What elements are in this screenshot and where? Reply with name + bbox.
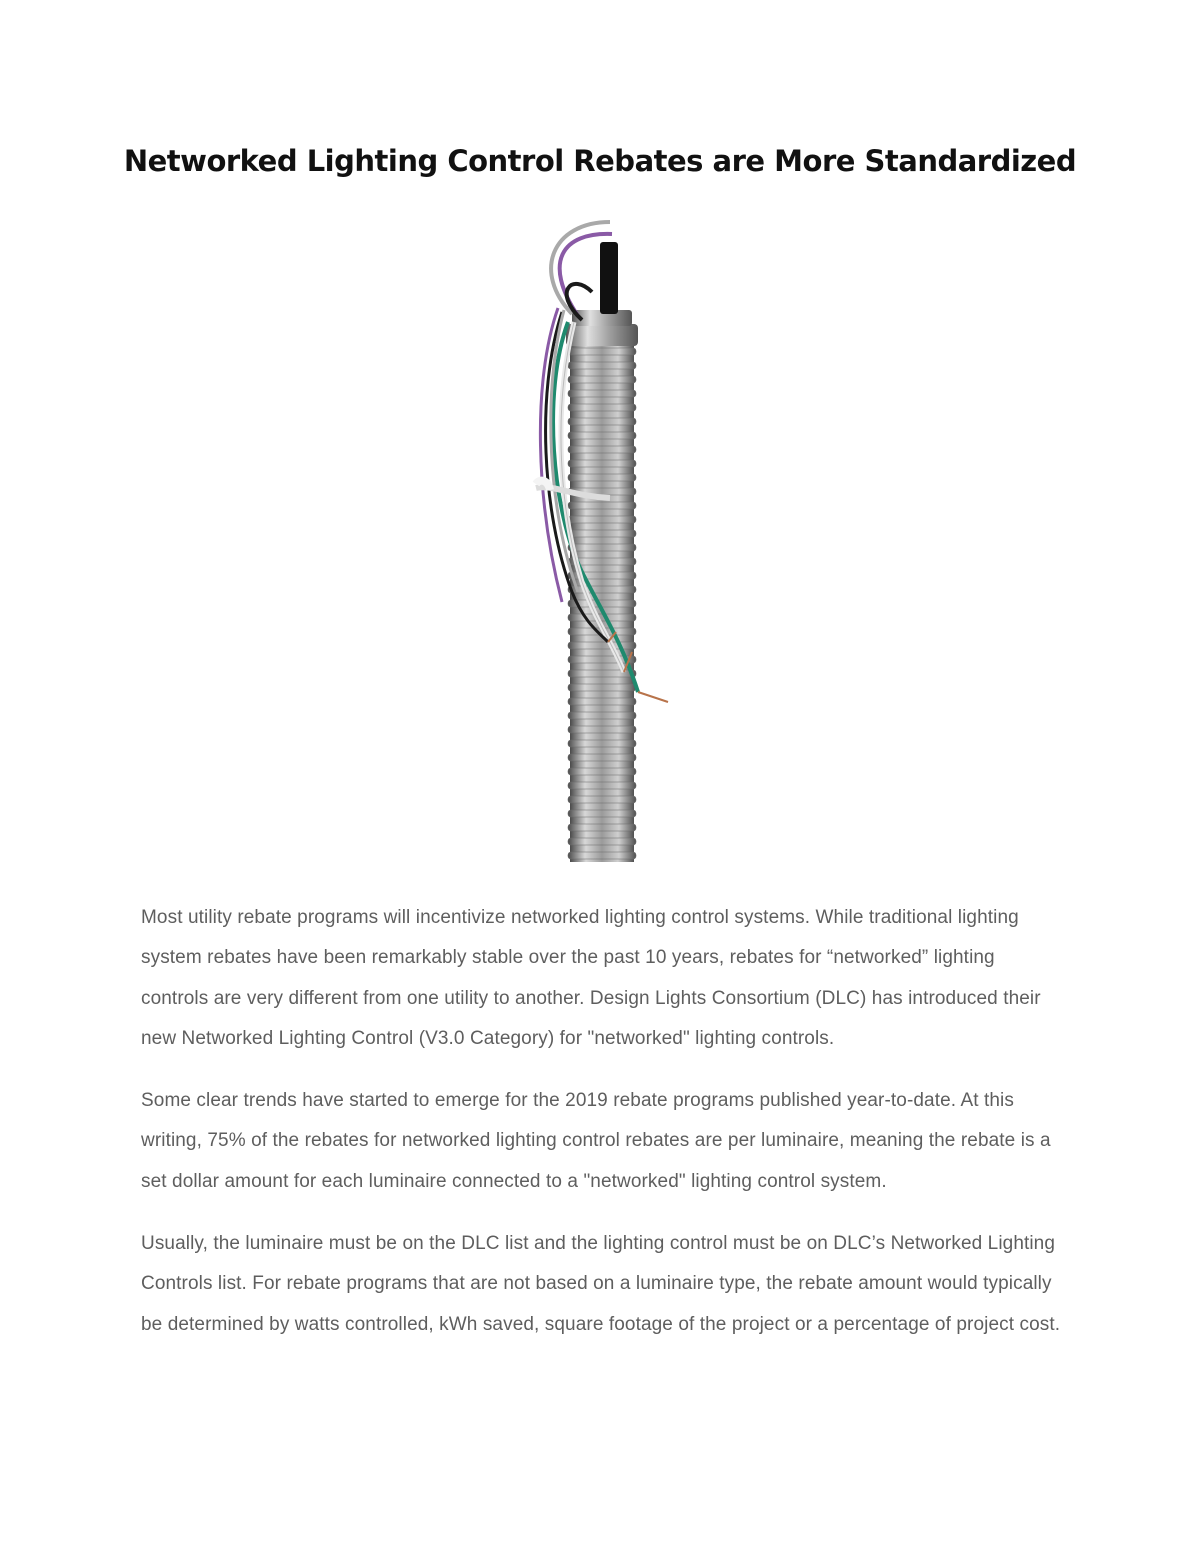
armored-cable-with-wires-icon <box>512 212 688 864</box>
paragraph-2: Some clear trends have started to emerge for the 2019 rebate programs published year-to-date. At this writing, 75% of the rebates for networked lighting control rebates are per luminaire, meaning the rebate is a set dollar amount for each luminaire connected to a "networked" lighting control system. <box>141 1090 1051 1192</box>
paragraph-3: Usually, the luminaire must be on the DLC list and the lighting control must be on DLC’s Networked Lighting Controls list. For rebate programs that are not based on a luminaire type, the rebate amount would typically be determined by watts controlled, kWh saved, square footage of the project or a percentage of project cost. <box>141 1233 1061 1335</box>
conduit-rib <box>568 614 636 621</box>
paragraph-1: Most utility rebate programs will incentivize networked lighting control systems. While traditional lighting system rebates have been remarkably stable over the past 10 years, rebates for “networked” lighting controls are very different from one utility to another. Design Lights Consortium (DLC) has introduced their new Networked Lighting Control (V3.0 Category) for "networked" lighting controls. <box>141 907 1041 1049</box>
conduit-rib <box>568 768 636 775</box>
conduit-rib <box>568 754 636 761</box>
armored-cable-image <box>512 212 688 864</box>
conduit-rib <box>568 348 636 355</box>
page-title: Networked Lighting Control Rebates are More Standardized <box>123 144 1077 178</box>
conduit-rib <box>568 404 636 411</box>
conduit-rib <box>568 460 636 467</box>
conduit-rib <box>568 796 636 803</box>
conduit-rib <box>568 446 636 453</box>
conduit-rib <box>568 852 636 859</box>
conduit-rib <box>568 474 636 481</box>
conduit-rib <box>568 544 636 551</box>
conduit-rib <box>568 824 636 831</box>
conduit-rib <box>568 838 636 845</box>
connector-nut <box>566 324 638 346</box>
black-sleeve <box>600 242 618 314</box>
conduit-rib <box>568 740 636 747</box>
conduit-rib <box>568 712 636 719</box>
conduit-rib <box>568 362 636 369</box>
conduit-rib <box>568 376 636 383</box>
conduit-rib <box>568 418 636 425</box>
conduit-rib <box>568 642 636 649</box>
conduit-rib <box>568 782 636 789</box>
conduit-rib <box>568 698 636 705</box>
conduit-rib <box>568 530 636 537</box>
conduit-rib <box>568 684 636 691</box>
conduit-rib <box>568 502 636 509</box>
conduit-rib <box>568 726 636 733</box>
conduit-rib <box>568 516 636 523</box>
conduit-rib <box>568 810 636 817</box>
conduit-rib <box>568 390 636 397</box>
copper-end-green <box>638 692 668 702</box>
body-text <box>141 898 1066 1367</box>
conduit-rib <box>568 432 636 439</box>
